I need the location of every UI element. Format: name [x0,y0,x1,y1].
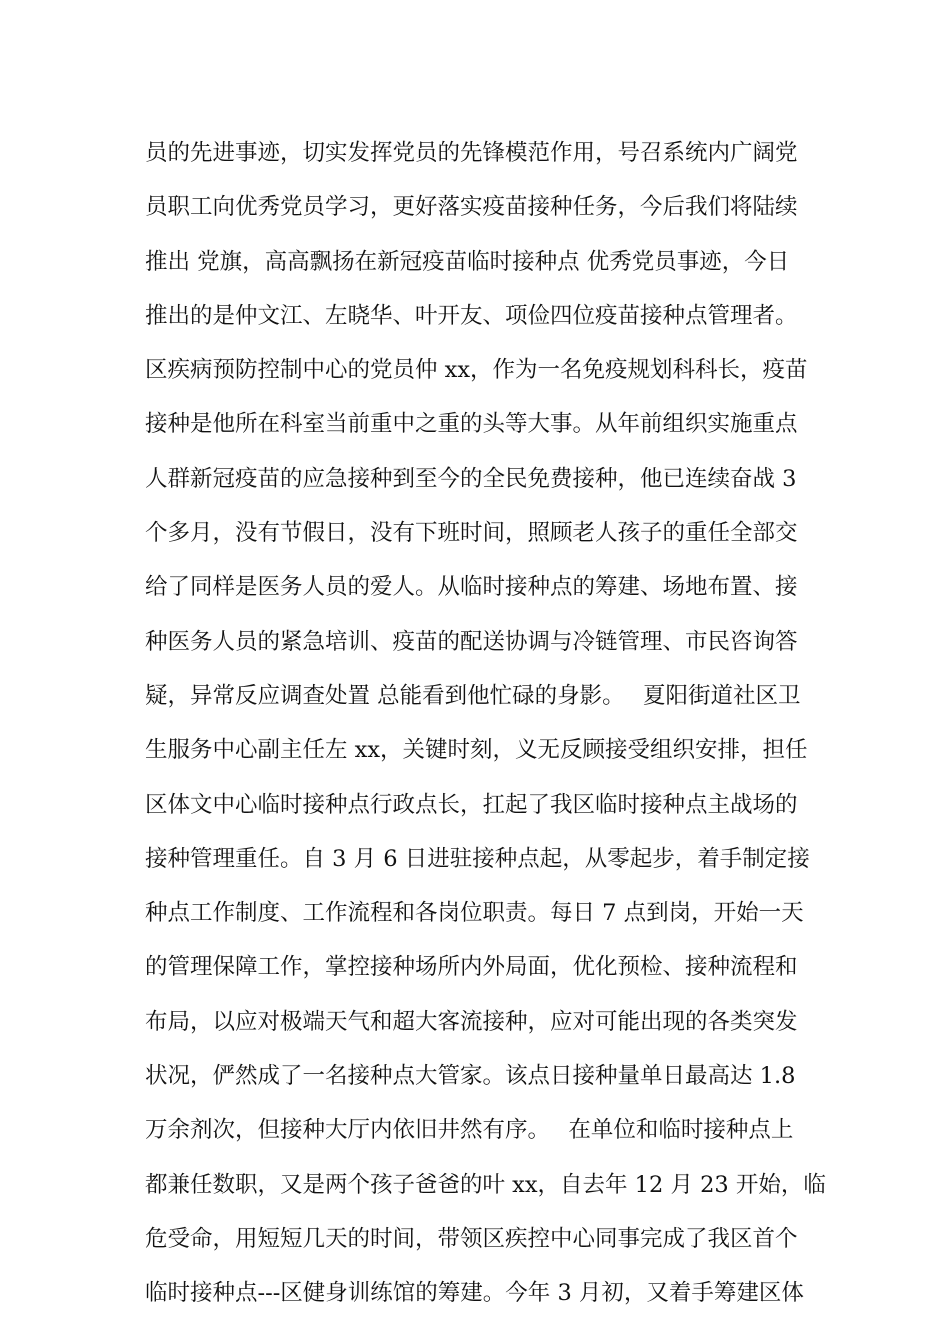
text-line-15: 种点工作制度、工作流程和各岗位职责。每日 7 点到岗，开始一天 [145,900,804,927]
text-line-22: 临时接种点---区健身训练馆的筹建。今年 3 月初，又着手筹建区体 [145,1280,804,1307]
text-line-8: 个多月，没有节假日，没有下班时间，照顾老人孩子的重任全部交 [145,520,798,547]
text-line-2: 员职工向优秀党员学习，更好落实疫苗接种任务，今后我们将陆续 [145,194,798,221]
text-line-3: 推出 党旗，高高飘扬在新冠疫苗临时接种点 优秀党员事迹，今日 [145,248,790,275]
text-line-1: 员的先进事迹，切实发挥党员的先锋模范作用，号召系统内广阔党 [145,140,798,166]
text-line-12: 生服务中心副主任左 xx，关键时刻，义无反顾接受组织安排，担任 [145,737,808,764]
text-line-20: 都兼任数职，又是两个孩子爸爸的叶 xx，自去年 12 月 23 开始，临 [145,1171,826,1198]
text-line-21: 危受命，用短短几天的时间，带领区疾控中心同事完成了我区首个 [145,1225,798,1252]
text-line-5: 区疾病预防控制中心的党员仲 xx，作为一名免疫规划科科长，疫苗 [145,357,808,384]
text-line-13: 区体文中心临时接种点行政点长，扛起了我区临时接种点主战场的 [145,791,798,818]
text-line-19: 万余剂次，但接种大厅内依旧井然有序。 在单位和临时接种点上 [145,1117,794,1144]
text-line-10: 种医务人员的紧急培训、疫苗的配送协调与冷链管理、市民咨询答 [145,628,798,655]
text-line-14: 接种管理重任。自 3 月 6 日进驻接种点起，从零起步，着手制定接 [145,845,810,872]
text-line-4: 推出的是仲文江、左晓华、叶开友、项俭四位疫苗接种点管理者。 [145,302,798,329]
text-line-6: 接种是他所在科室当前重中之重的头等大事。从年前组织实施重点 [145,411,798,438]
text-line-16: 的管理保障工作，掌控接种场所内外局面，优化预检、接种流程和 [145,954,798,981]
text-line-9: 给了同样是医务人员的爱人。从临时接种点的筹建、场地布置、接 [145,574,798,601]
text-line-11: 疑，异常反应调查处置 总能看到他忙碌的身影。 夏阳街道社区卫 [145,682,801,709]
text-line-18: 状况，俨然成了一名接种点大管家。该点日接种量单日最高达 1.8 [145,1063,796,1090]
text-line-17: 布局，以应对极端天气和超大客流接种，应对可能出现的各类突发 [145,1008,798,1035]
text-line-7: 人群新冠疫苗的应急接种到至今的全民免费接种，他已连续奋战 3 [145,465,797,492]
body-text [145,126,826,1321]
